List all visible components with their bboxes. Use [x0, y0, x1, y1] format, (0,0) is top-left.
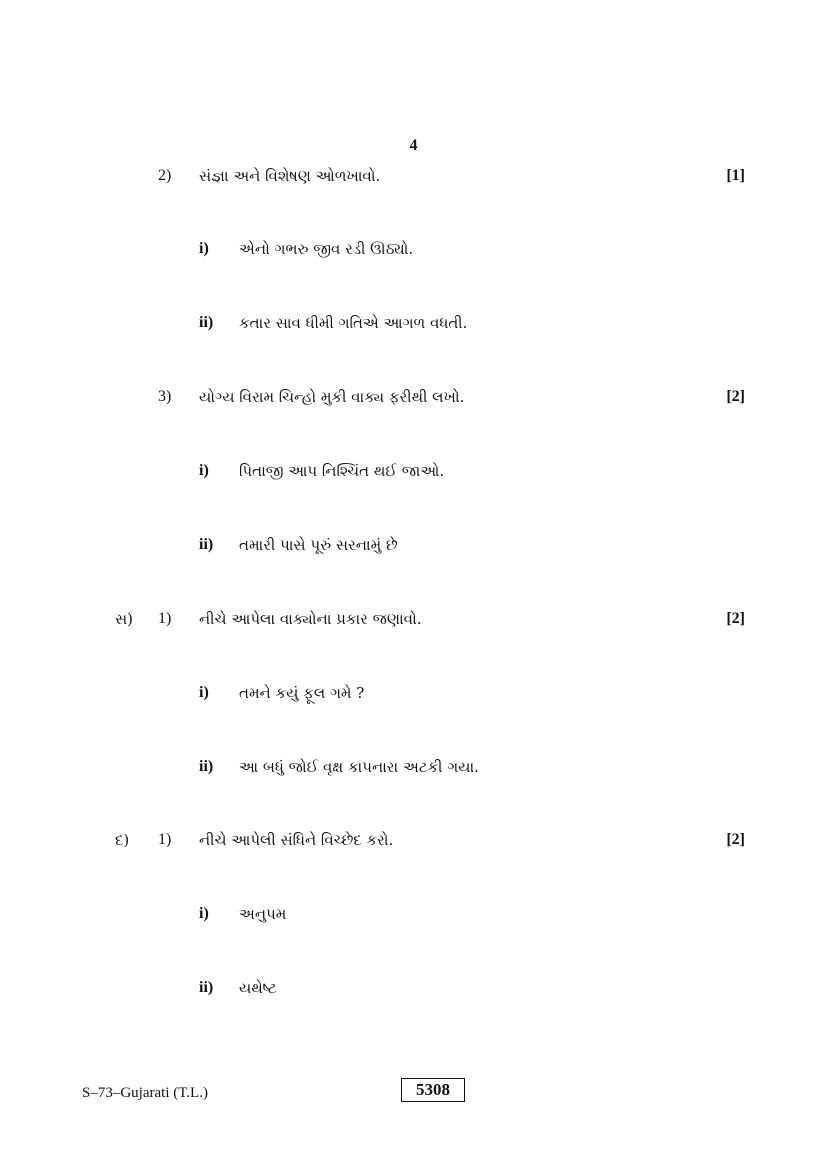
section-label: દ)	[115, 831, 130, 849]
sub-question-text: કતાર સાવ ધીમી ગતિએ આગળ વધતી.	[239, 314, 468, 332]
sub-question-number: i)	[199, 684, 209, 701]
sub-question-number: ii)	[199, 536, 214, 553]
section-label: સ)	[115, 610, 134, 628]
sub-question-text: પિતાજી આપ નિશ્ચિંત થઈ જાઓ.	[239, 462, 445, 480]
question-marks: [1]	[726, 167, 745, 184]
sub-question-number: i)	[199, 462, 209, 479]
question-text: નીચે આપેલા વાક્યોના પ્રકાર જણાવો.	[199, 610, 422, 628]
sub-question-text: આ બધું જોઈ વૃક્ષ કાપનારા અટકી ગયા.	[239, 758, 479, 776]
footer-paper-code: 5308	[401, 1078, 465, 1102]
sub-question-number: ii)	[199, 979, 214, 996]
sub-question-number: ii)	[199, 314, 214, 331]
sub-question-text: યથેષ્ટ	[239, 979, 277, 997]
question-marks: [2]	[726, 388, 745, 405]
question-text: નીચે આપેલી સંધિને વિચ્છેદ કરો.	[199, 831, 394, 849]
question-marks: [2]	[726, 610, 745, 627]
sub-question-text: એનો ગભરુ જીવ રડી ઊઠ્યો.	[239, 240, 414, 258]
sub-question-text: તમને કયું ફૂલ ગમે ?	[239, 684, 365, 702]
sub-question-number: ii)	[199, 758, 214, 775]
question-number: 1)	[158, 831, 172, 848]
footer-subject-code: S–73–Gujarati (T.L.)	[82, 1085, 208, 1101]
question-text: યોગ્ય વિરામ ચિન્હો મુકી વાક્ય ફરીથી લખો.	[199, 388, 465, 406]
question-number: 1)	[158, 610, 172, 627]
question-marks: [2]	[726, 831, 745, 848]
question-number: 3)	[158, 388, 172, 405]
sub-question-text: તમારી પાસે પૂરું સરનામું છે	[239, 536, 398, 554]
question-number: 2)	[158, 167, 172, 184]
sub-question-text: અનુપમ	[239, 905, 287, 923]
sub-question-number: i)	[199, 905, 209, 922]
page-number: 4	[409, 137, 418, 154]
question-text: સંજ્ઞા અને વિશેષણ ઓળખાવો.	[199, 167, 381, 185]
sub-question-number: i)	[199, 240, 209, 257]
